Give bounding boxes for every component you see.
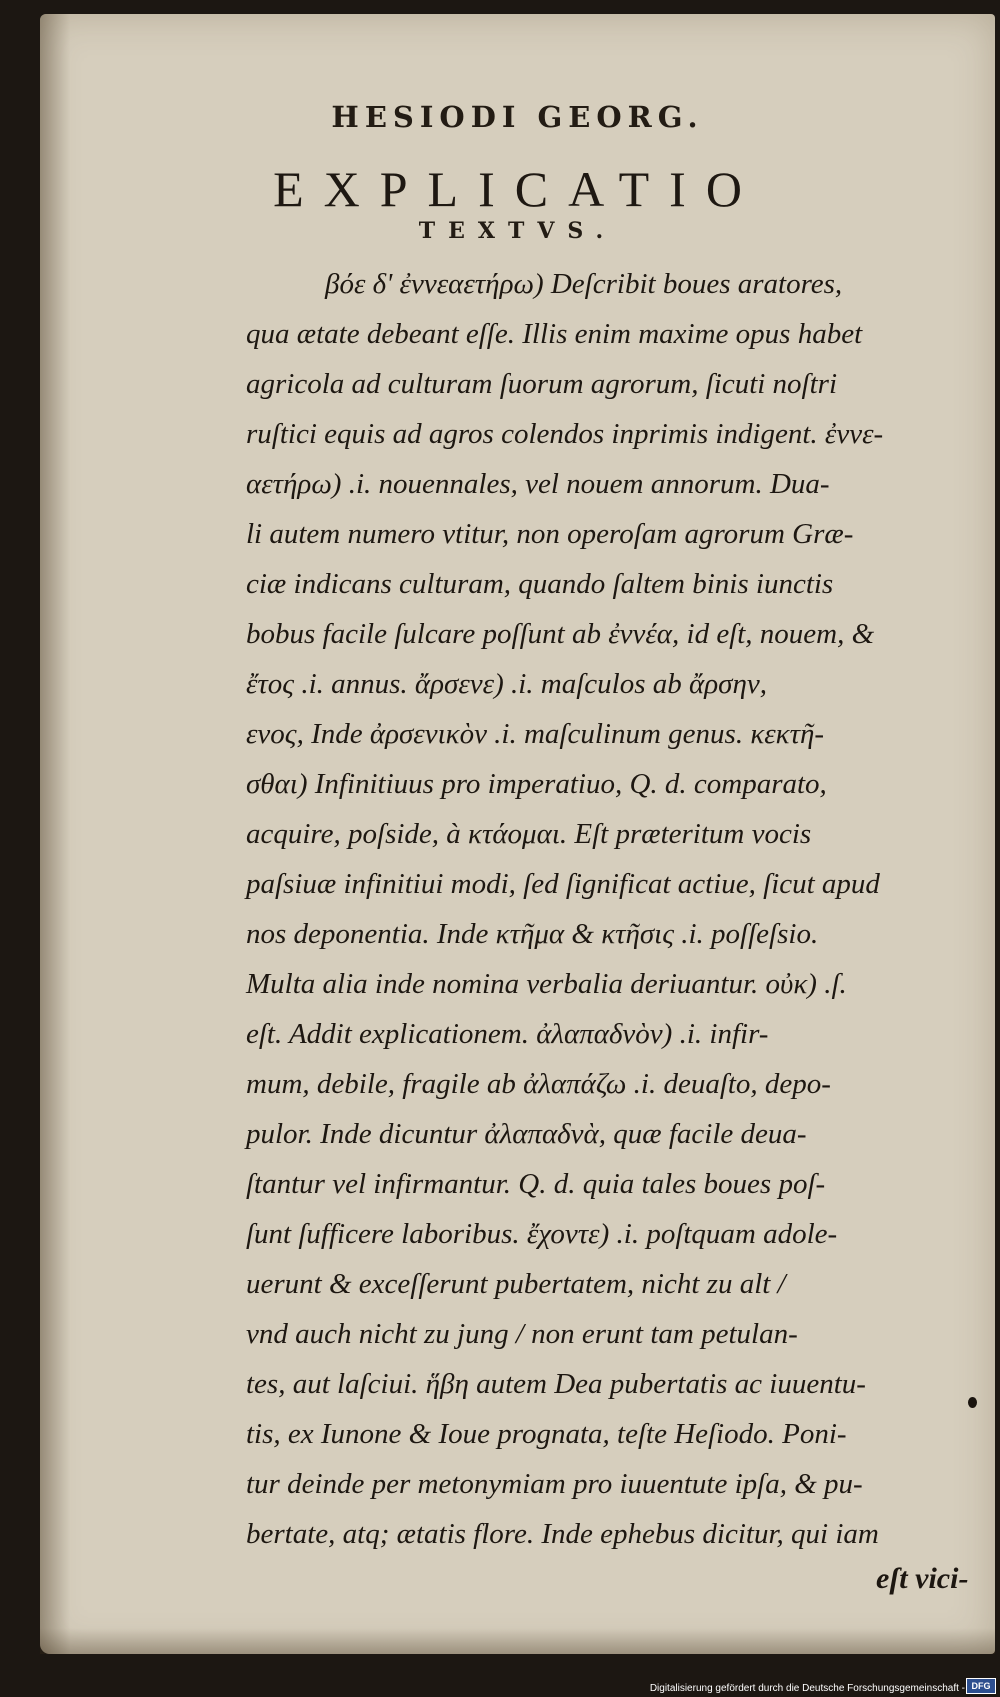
text-line: agricola ad culturam ſuorum agrorum, ſicuti noſtri bbox=[246, 368, 838, 400]
text-line: αετήρω) .i. nouennales, vel nouem annorum. Dua- bbox=[246, 468, 830, 500]
text-line: Multa alia inde nomina verbalia deriuantur. οὐκ) .ſ. bbox=[246, 968, 847, 1000]
footer-bar bbox=[0, 1675, 1000, 1697]
text-line: ενος, Inde ἀρσενικὸν .i. maſculinum genus. κεκτῆ- bbox=[246, 718, 825, 750]
text-line: tur deinde per metonymiam pro iuuentute ipſa, & pu- bbox=[246, 1468, 863, 1500]
text-line: nos deponentia. Inde κτῆμα & κτῆσις .i. poſſeſsio. bbox=[246, 918, 819, 950]
book-page bbox=[40, 14, 995, 1654]
text-line: ἔτος .i. annus. ἄρσενε) .i. maſculos ab ἄρσην, bbox=[246, 668, 767, 700]
text-line: eſt. Addit explicationem. ἀλαπαδνὸν) .i. infir- bbox=[246, 1018, 769, 1050]
text-line: σθαι) Infinitiuus pro imperatiuo, Q. d. comparato, bbox=[246, 768, 827, 800]
text-line: paſsiuæ infinitiui modi, ſed ſignificat actiue, ſicut apud bbox=[246, 868, 880, 900]
text-line: li autem numero vtitur, non operoſam agrorum Græ- bbox=[246, 518, 854, 550]
text-line: bobus facile ſulcare poſſunt ab ἐννέα, id eſt, nouem, & bbox=[246, 618, 875, 650]
dfg-logo: DFG bbox=[966, 1678, 996, 1694]
text-line: ciæ indicans culturam, quando ſaltem binis iunctis bbox=[246, 568, 834, 600]
running-head: HESIODI GEORG. bbox=[331, 100, 704, 134]
section-title: EXPLICATIO bbox=[273, 161, 762, 217]
text-line: uerunt & exceſſerunt pubertatem, nicht zu alt / bbox=[246, 1268, 786, 1300]
text-line: ſtantur vel infirmantur. Q. d. quia tales boues poſ- bbox=[246, 1168, 826, 1200]
text-line: mum, debile, fragile ab ἀλαπάζω .i. deuaſto, depo- bbox=[246, 1068, 831, 1100]
text-line: tes, aut laſciui. ἥβη autem Dea pubertatis ac iuuentu- bbox=[246, 1368, 866, 1400]
text-line: ruſtici equis ad agros colendos inprimis indigent. ἐννε- bbox=[246, 418, 884, 450]
funding-notice: Digitalisierung gefördert durch die Deutsche Forschungsgemeinschaft - bbox=[649, 1683, 965, 1694]
text-line: ſunt ſufficere laboribus. ἔχοντε) .i. poſtquam adole- bbox=[246, 1218, 838, 1250]
text-line: vnd auch nicht zu jung / non erunt tam petulan- bbox=[246, 1318, 798, 1350]
text-line: βόε δ' ἐννεαετήρω) Deſcribit boues aratores, bbox=[325, 268, 843, 300]
text-line: acquire, poſside, à κτάομαι. Eſt præteritum vocis bbox=[246, 818, 812, 850]
text-line: bertate, atq; ætatis flore. Inde ephebus dicitur, qui iam bbox=[246, 1518, 879, 1550]
text-line: tis, ex Iunone & Ioue prognata, teſte Heſiodo. Poni- bbox=[246, 1418, 847, 1450]
ink-stain bbox=[968, 1397, 977, 1408]
section-subtitle: TEXTVS. bbox=[418, 218, 617, 244]
text-line: pulor. Inde dicuntur ἀλαπαδνὰ, quæ facile deua- bbox=[246, 1118, 807, 1150]
catchword: eſt vici- bbox=[876, 1562, 969, 1595]
text-line: qua ætate debeant eſſe. Illis enim maxime opus habet bbox=[246, 318, 863, 350]
